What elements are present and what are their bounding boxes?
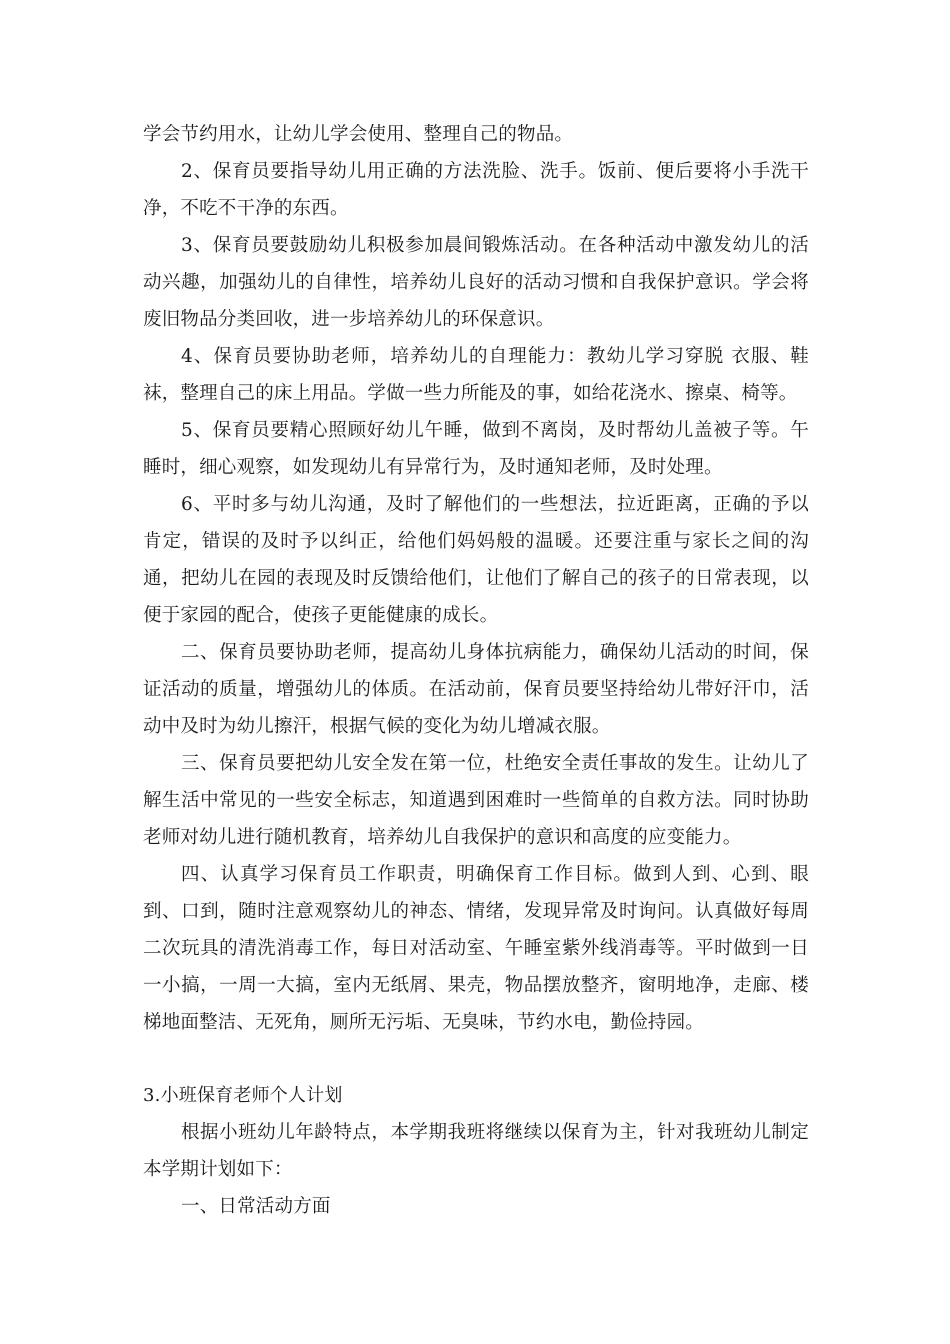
section-heading: 3.小班保育老师个人计划 [143,1085,343,1106]
paragraph-item-5: 5、保育员要精心照顾好幼儿午睡，做到不离岗，及时帮幼儿盖被子等。午睡时，细心观察，如发现幼儿有异常行为，及时通知老师，及时处理。 [143,420,809,478]
paragraph-section-two: 二、保育员要协助老师，提高幼儿身体抗病能力，确保幼儿活动的时间，保证活动的质量，增强幼儿的体质。在活动前，保育员要坚持给幼儿带好汗巾，活动中及时为幼儿擦汗，根据气候的变化为幼儿增减衣服。 [143,642,809,737]
section-intro-paragraph: 根据小班幼儿年龄特点，本学期我班将继续以保育为主，针对我班幼儿制定本学期计划如下： [143,1122,809,1180]
paragraph-item-2: 2、保育员要指导幼儿用正确的方法洗脸、洗手。饭前、便后要将小手洗干净，不吃不干净的东西。 [143,161,809,219]
paragraph-section-three: 三、保育员要把幼儿安全发在第一位，杜绝安全责任事故的发生。让幼儿了解生活中常见的一些安全标志，知道遇到困难时一些简单的自救方法。同时协助老师对幼儿进行随机教育，培养幼儿自我保护的意识和高度的应变能力。 [143,753,809,848]
paragraph-continuation: 学会节约用水，让幼儿学会使用、整理自己的物品。 [143,124,574,145]
paragraph-item-6: 6、平时多与幼儿沟通，及时了解他们的一些想法，拉近距离，正确的予以肯定，错误的及时予以纠正，给他们妈妈般的温暖。还要注重与家长之间的沟通，把幼儿在园的表现及时反馈给他们，让他们了解自己的孩子的日常表现，以便于家园的配合，使孩子更能健康的成长。 [143,494,809,626]
paragraph-item-3: 3、保育员要鼓励幼儿积极参加晨间锻炼活动。在各种活动中激发幼儿的活动兴趣，加强幼儿的自律性，培养幼儿良好的活动习惯和自我保护意识。学会将废旧物品分类回收，进一步培养幼儿的环保意识。 [143,235,809,330]
paragraph-item-4: 4、保育员要协助老师，培养幼儿的自理能力：教幼儿学习穿脱 衣服、鞋袜，整理自己的床上用品。学做一些力所能及的事，如给花浇水、擦桌、椅等。 [143,346,809,404]
paragraph-section-four: 四、认真学习保育员工作职责，明确保育工作目标。做到人到、心到、眼到、口到，随时注意观察幼儿的神态、情绪，发现异常及时询问。认真做好每周二次玩具的清洗消毒工作，每日对活动室、午睡室紫外线消毒等。平时做到一日一小搞，一周一大搞，室内无纸屑、果壳，物品摆放整齐，窗明地净，走廊、楼梯地面整洁、无死角，厕所无污垢、无臭味，节约水电，勤俭持园。 [143,864,809,1033]
document-body [143,116,809,1225]
section-subheading: 一、日常活动方面 [181,1196,331,1217]
